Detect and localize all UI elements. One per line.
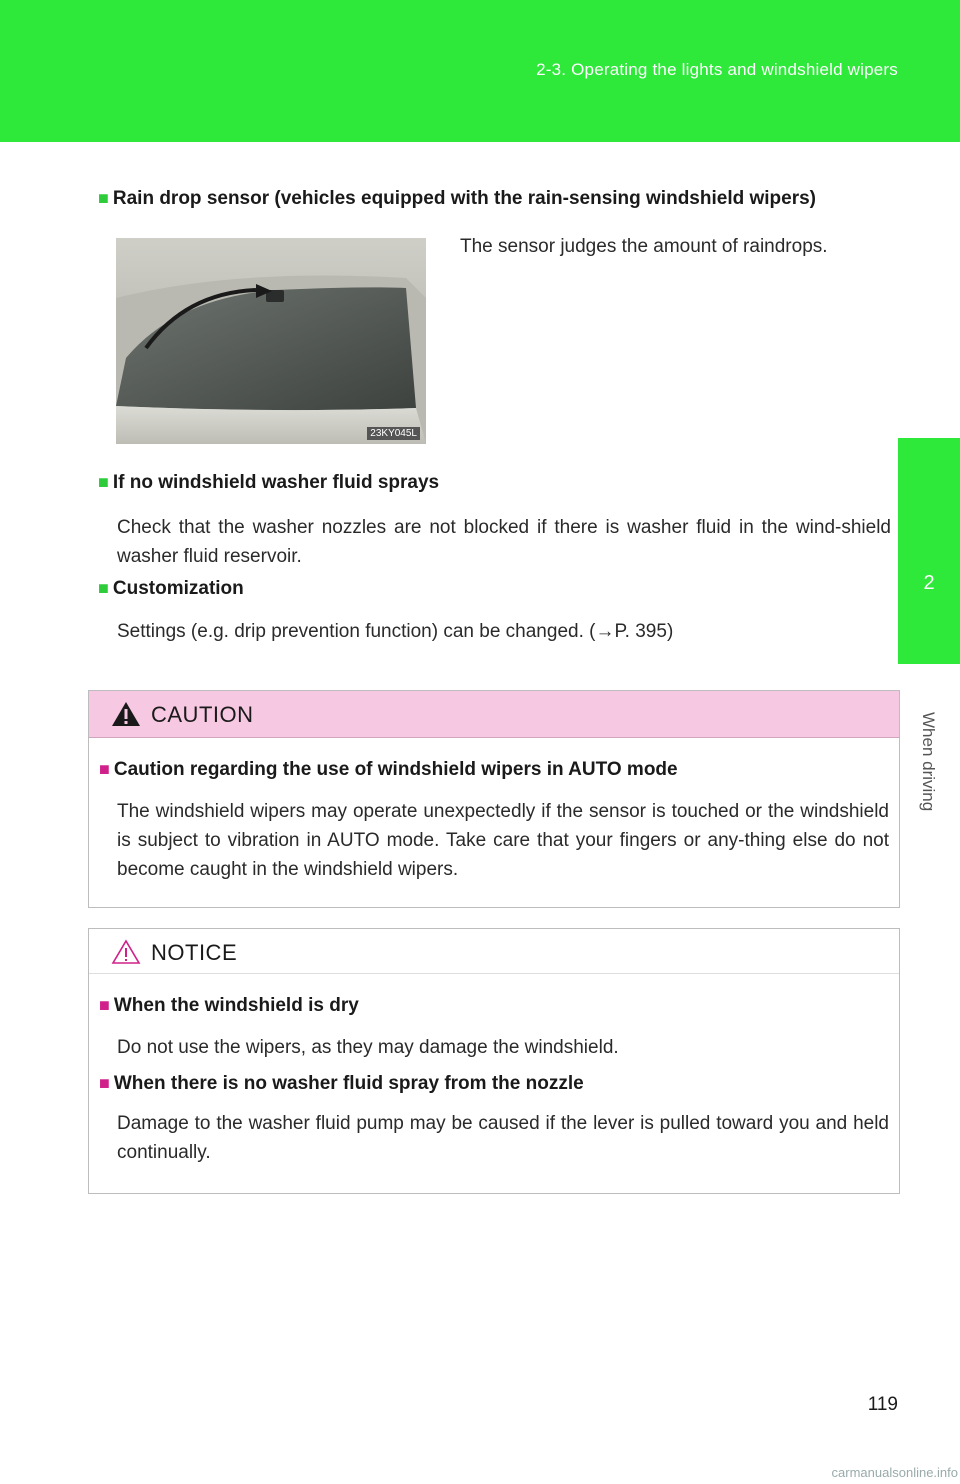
notice-triangle-icon: [111, 939, 141, 965]
customization-heading: ■ Customization: [98, 578, 244, 599]
no-spray-text: Check that the washer nozzles are not blocked if there is washer fluid in the wind-shield washer fluid reservoir.: [117, 517, 891, 567]
header-band: [0, 0, 960, 142]
square-bullet-icon: ■: [98, 578, 109, 598]
no-spray-heading: ■ If no windshield washer fluid sprays: [98, 472, 440, 493]
watermark: carmanualsonline.info: [831, 1465, 958, 1480]
rain-sensor-caption: The sensor judges the amount of raindrops.: [460, 236, 828, 257]
customization-text: Settings (e.g. drip prevention function) can be changed. (→P. 395): [117, 621, 674, 642]
notice-item-heading: ■ When there is no washer fluid spray from the nozzle: [99, 1073, 584, 1094]
chapter-label-text: When driving: [919, 712, 938, 812]
warning-triangle-icon: [111, 701, 141, 727]
chapter-number-tab[interactable]: [898, 438, 960, 664]
image-code: 23KY045L: [367, 427, 420, 440]
caution-text: The windshield wipers may operate unexpectedly if the sensor is touched or the windshield is subject to vibration in AUTO mode. Take care that your fingers or any-thing else do not become caught in the windshield wipers.: [117, 801, 889, 880]
square-bullet-icon: ■: [99, 1073, 110, 1093]
notice-item-text: Damage to the washer fluid pump may be caused if the lever is pulled toward you and held continually.: [117, 1113, 889, 1163]
notice-item-heading: ■ When the windshield is dry: [99, 995, 359, 1016]
square-bullet-icon: ■: [98, 188, 109, 208]
chapter-number: 2: [923, 572, 935, 594]
chapter-label: [918, 712, 940, 842]
notice-box: [88, 928, 900, 1194]
notice-header: [89, 929, 899, 974]
caution-heading: ■ Caution regarding the use of windshield wipers in AUTO mode: [99, 759, 678, 780]
rain-sensor-heading: ■ Rain drop sensor (vehicles equipped with the rain-sensing windshield wipers): [98, 188, 816, 209]
car-windshield-image: [116, 238, 426, 444]
windshield-sensor-illustration: [116, 238, 426, 444]
square-bullet-icon: ■: [98, 472, 109, 492]
notice-title: NOTICE: [151, 940, 238, 965]
chapter-side-tab: [898, 142, 960, 1484]
square-bullet-icon: ■: [99, 995, 110, 1015]
caution-header: [89, 691, 899, 738]
caution-title: CAUTION: [151, 702, 254, 727]
square-bullet-icon: ■: [99, 759, 110, 779]
section-title: 2-3. Operating the lights and windshield wipers: [536, 60, 898, 79]
notice-item-text: Do not use the wipers, as they may damage the windshield.: [117, 1037, 619, 1058]
page-number: 119: [867, 1394, 898, 1415]
caution-box: [88, 690, 900, 908]
